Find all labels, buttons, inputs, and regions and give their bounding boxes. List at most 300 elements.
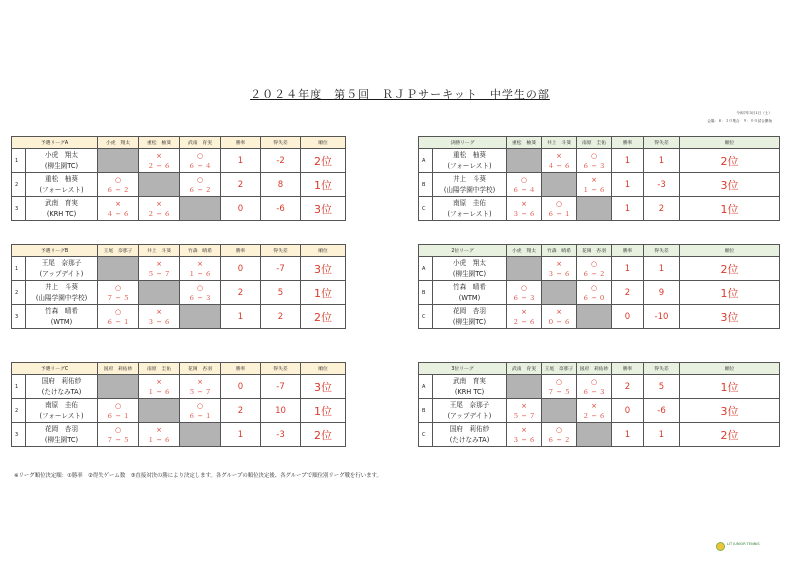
match-result xyxy=(180,149,221,173)
table-row xyxy=(12,257,346,281)
rank: 1位 xyxy=(301,399,346,423)
match-score: １ − ６ xyxy=(147,387,171,396)
match-score: ２ − ６ xyxy=(582,411,606,420)
match-result xyxy=(139,149,180,173)
game-diff: -7 xyxy=(261,257,301,281)
row-number: C xyxy=(419,305,433,329)
match-result xyxy=(542,197,577,221)
game-diff: -3 xyxy=(644,173,680,197)
self-match-cell xyxy=(180,197,221,221)
match-score: ２ − ６ xyxy=(147,161,171,170)
league-table xyxy=(418,136,780,221)
player-cell xyxy=(26,281,98,305)
column-player-name: 王尾 奈那子 xyxy=(98,245,139,257)
loss-mark-icon: × xyxy=(591,175,597,184)
table-row xyxy=(419,173,780,197)
match-score: ６ − ４ xyxy=(512,185,536,194)
player-cell xyxy=(26,257,98,281)
win-count: 1 xyxy=(612,149,644,173)
match-result xyxy=(577,375,612,399)
table-row xyxy=(419,257,780,281)
player-club: (柳生園TC) xyxy=(44,435,79,444)
player-cell xyxy=(26,399,98,423)
match-result xyxy=(507,423,542,447)
match-result xyxy=(577,173,612,197)
row-number: A xyxy=(419,375,433,399)
player-name: 井上 斗葵 xyxy=(453,174,486,183)
game-diff: -3 xyxy=(261,423,301,447)
player-name: 竹森 晴希 xyxy=(453,282,486,291)
win-mark-icon: ○ xyxy=(590,259,598,268)
match-result xyxy=(98,305,139,329)
match-result xyxy=(507,197,542,221)
league-title: 2位リーグ xyxy=(419,245,507,257)
loss-mark-icon: × xyxy=(521,199,527,208)
win-count: 1 xyxy=(612,197,644,221)
table-row xyxy=(12,149,346,173)
row-number: B xyxy=(419,173,433,197)
player-name: 重松 柚葵 xyxy=(453,150,486,159)
table-row xyxy=(12,305,346,329)
player-cell xyxy=(433,197,507,221)
rank: 3位 xyxy=(301,197,346,221)
player-cell xyxy=(26,149,98,173)
row-number: 1 xyxy=(12,257,26,281)
match-result xyxy=(139,423,180,447)
match-result xyxy=(98,423,139,447)
player-name: 王尾 奈那子 xyxy=(41,258,82,267)
win-count: 1 xyxy=(612,257,644,281)
win-count: 2 xyxy=(612,281,644,305)
win-mark-icon: ○ xyxy=(555,377,563,386)
player-name: 花岡 杏羽 xyxy=(45,424,78,433)
win-mark-icon: ○ xyxy=(114,307,122,316)
column-win-rate: 勝率 xyxy=(612,245,644,257)
self-match-cell xyxy=(542,399,577,423)
win-mark-icon: ○ xyxy=(196,401,204,410)
match-score: ６ − ２ xyxy=(188,185,212,194)
match-result xyxy=(507,281,542,305)
match-score: １ − ６ xyxy=(147,435,171,444)
win-count: 1 xyxy=(612,423,644,447)
win-count: 2 xyxy=(221,173,261,197)
loss-mark-icon: × xyxy=(156,377,162,386)
win-count: 2 xyxy=(221,399,261,423)
table-row xyxy=(419,305,780,329)
match-result xyxy=(98,281,139,305)
loss-mark-icon: × xyxy=(556,151,562,160)
column-game-diff: 得失差 xyxy=(261,137,301,149)
game-diff: 9 xyxy=(644,281,680,305)
match-result xyxy=(577,281,612,305)
table-row xyxy=(419,423,780,447)
rank: 2位 xyxy=(680,257,780,281)
column-win-rate: 勝率 xyxy=(612,363,644,375)
loss-mark-icon: × xyxy=(556,307,562,316)
tennis-ball-icon xyxy=(716,542,725,551)
column-player-name: 竹森 晴希 xyxy=(180,245,221,257)
player-club: (フォーレスト) xyxy=(447,209,492,218)
match-result xyxy=(577,257,612,281)
column-rank: 順位 xyxy=(301,363,346,375)
game-diff: 2 xyxy=(261,305,301,329)
table-row xyxy=(419,399,780,423)
row-number: A xyxy=(419,257,433,281)
table-row xyxy=(12,173,346,197)
player-club: (たけなみTA) xyxy=(449,435,490,444)
row-number: 2 xyxy=(12,173,26,197)
game-diff: 1 xyxy=(644,257,680,281)
loss-mark-icon: × xyxy=(197,259,203,268)
self-match-cell xyxy=(542,281,577,305)
win-mark-icon: ○ xyxy=(196,175,204,184)
player-club: (WTM) xyxy=(50,317,73,326)
match-result xyxy=(180,281,221,305)
rank: 1位 xyxy=(680,197,780,221)
player-club: (山陽学園中学校) xyxy=(35,293,88,302)
league-table xyxy=(11,244,346,329)
win-count: 1 xyxy=(221,305,261,329)
match-score: ４ − ６ xyxy=(547,161,571,170)
self-match-cell xyxy=(507,149,542,173)
game-diff: 2 xyxy=(644,197,680,221)
player-name: 小虎 翔太 xyxy=(45,150,78,159)
match-result xyxy=(542,305,577,329)
loss-mark-icon: × xyxy=(156,259,162,268)
game-diff: -10 xyxy=(644,305,680,329)
row-number: 3 xyxy=(12,423,26,447)
league-title: 3位リーグ xyxy=(419,363,507,375)
self-match-cell xyxy=(542,173,577,197)
event-time: 会場：８：３０集合 ９：００試合開始 xyxy=(707,119,772,123)
column-player-name: 小虎 翔太 xyxy=(507,245,542,257)
rank: 2位 xyxy=(680,149,780,173)
league-title: 決勝リーグ xyxy=(419,137,507,149)
match-result xyxy=(577,399,612,423)
self-match-cell xyxy=(139,399,180,423)
column-game-diff: 得失差 xyxy=(644,363,680,375)
footnote: ※リーグ順位決定順：①勝率 ②得失ゲーム数 ③直接対決の勝により決定します。各グループの順位決定後、各グループで順位別リーグ戦を行います。 xyxy=(14,473,382,479)
match-score: ６ − １ xyxy=(188,411,212,420)
rank: 3位 xyxy=(680,305,780,329)
player-cell xyxy=(26,375,98,399)
match-score: １ − ６ xyxy=(188,269,212,278)
column-win-rate: 勝率 xyxy=(221,363,261,375)
match-score: ６ − １ xyxy=(547,209,571,218)
game-diff: 10 xyxy=(261,399,301,423)
match-result xyxy=(98,197,139,221)
column-player-name: 国府 莉佑紗 xyxy=(577,363,612,375)
column-game-diff: 得失差 xyxy=(261,245,301,257)
column-win-rate: 勝率 xyxy=(221,137,261,149)
match-score: ５ − ７ xyxy=(512,411,536,420)
league-title: 予選リーグC xyxy=(12,363,98,375)
loss-mark-icon: × xyxy=(156,151,162,160)
row-number: C xyxy=(419,197,433,221)
self-match-cell xyxy=(507,375,542,399)
match-score: ４ − ６ xyxy=(106,209,130,218)
table-row xyxy=(419,149,780,173)
player-cell xyxy=(433,399,507,423)
game-diff: 5 xyxy=(261,281,301,305)
player-name: 武南 育実 xyxy=(453,376,486,385)
win-mark-icon: ○ xyxy=(520,175,528,184)
rank: 2位 xyxy=(301,423,346,447)
column-game-diff: 得失差 xyxy=(261,363,301,375)
match-result xyxy=(139,197,180,221)
column-player-name: 重松 柚葵 xyxy=(507,137,542,149)
loss-mark-icon: × xyxy=(115,199,121,208)
column-win-rate: 勝率 xyxy=(612,137,644,149)
column-win-rate: 勝率 xyxy=(221,245,261,257)
self-match-cell xyxy=(98,149,139,173)
row-number: 2 xyxy=(12,281,26,305)
match-result xyxy=(180,375,221,399)
player-club: (WTM) xyxy=(458,293,481,302)
match-result xyxy=(542,375,577,399)
player-name: 武南 育実 xyxy=(45,198,78,207)
loss-mark-icon: × xyxy=(521,425,527,434)
league-table xyxy=(418,244,780,329)
self-match-cell xyxy=(98,375,139,399)
rank: 2位 xyxy=(680,423,780,447)
league-table xyxy=(418,362,780,447)
game-diff: -6 xyxy=(644,399,680,423)
rank: 1位 xyxy=(680,281,780,305)
self-match-cell xyxy=(139,281,180,305)
rank: 2位 xyxy=(301,149,346,173)
match-score: ６ − ０ xyxy=(582,293,606,302)
loss-mark-icon: × xyxy=(521,307,527,316)
player-cell xyxy=(26,197,98,221)
game-diff: 1 xyxy=(644,423,680,447)
table-row xyxy=(419,197,780,221)
rank: 1位 xyxy=(680,375,780,399)
column-player-name: 井上 斗葵 xyxy=(542,137,577,149)
table-row xyxy=(12,423,346,447)
match-score: ６ − ２ xyxy=(106,185,130,194)
rank: 3位 xyxy=(680,173,780,197)
table-row xyxy=(419,281,780,305)
row-number: B xyxy=(419,399,433,423)
match-result xyxy=(542,257,577,281)
rank: 3位 xyxy=(301,257,346,281)
page-title: ２０２４年度 第５回 ＲＪＰサーキット 中学生の部 xyxy=(250,88,550,101)
column-player-name: 王尾 奈那子 xyxy=(542,363,577,375)
player-name: 国府 莉佑紗 xyxy=(449,424,490,433)
win-mark-icon: ○ xyxy=(590,377,598,386)
match-score: ６ − ４ xyxy=(188,161,212,170)
win-mark-icon: ○ xyxy=(555,425,563,434)
event-date: 令和7年3月1日（土） xyxy=(736,111,772,115)
column-player-name: 武南 育実 xyxy=(180,137,221,149)
win-mark-icon: ○ xyxy=(590,151,598,160)
loss-mark-icon: × xyxy=(197,377,203,386)
table-row xyxy=(12,375,346,399)
player-club: (柳生園TC) xyxy=(44,161,79,170)
row-number: 3 xyxy=(12,197,26,221)
match-score: １ − ６ xyxy=(582,185,606,194)
win-mark-icon: ○ xyxy=(520,283,528,292)
player-cell xyxy=(26,173,98,197)
player-name: 井上 斗葵 xyxy=(45,282,78,291)
row-number: B xyxy=(419,281,433,305)
game-diff: 8 xyxy=(261,173,301,197)
win-count: 0 xyxy=(221,257,261,281)
game-diff: -7 xyxy=(261,375,301,399)
player-club: (柳生園TC) xyxy=(452,269,487,278)
self-match-cell xyxy=(180,305,221,329)
league-table xyxy=(11,136,346,221)
player-club: (アップデイト) xyxy=(447,411,492,420)
loss-mark-icon: × xyxy=(156,425,162,434)
self-match-cell xyxy=(577,305,612,329)
match-result xyxy=(98,399,139,423)
match-result xyxy=(98,173,139,197)
column-player-name: 花岡 杏羽 xyxy=(180,363,221,375)
column-player-name: 南原 圭佑 xyxy=(577,137,612,149)
self-match-cell xyxy=(98,257,139,281)
match-score: ３ − ６ xyxy=(512,209,536,218)
win-count: 0 xyxy=(612,399,644,423)
player-cell xyxy=(433,257,507,281)
match-score: ６ − ２ xyxy=(582,269,606,278)
match-score: ５ − ７ xyxy=(147,269,171,278)
match-result xyxy=(180,257,221,281)
win-mark-icon: ○ xyxy=(196,283,204,292)
table-row xyxy=(419,375,780,399)
player-name: 南原 圭佑 xyxy=(45,400,78,409)
player-name: 南原 圭佑 xyxy=(453,198,486,207)
win-mark-icon: ○ xyxy=(114,175,122,184)
player-name: 王尾 奈那子 xyxy=(449,400,490,409)
column-player-name: 花岡 杏羽 xyxy=(577,245,612,257)
self-match-cell xyxy=(577,423,612,447)
match-score: ６ − １ xyxy=(106,317,130,326)
match-score: ３ − ６ xyxy=(147,317,171,326)
table-row xyxy=(12,399,346,423)
match-result xyxy=(507,173,542,197)
match-result xyxy=(180,399,221,423)
row-number: C xyxy=(419,423,433,447)
column-player-name: 武南 育実 xyxy=(507,363,542,375)
match-result xyxy=(507,305,542,329)
game-diff: -2 xyxy=(261,149,301,173)
league-title: 予選リーグA xyxy=(12,137,98,149)
column-rank: 順位 xyxy=(301,245,346,257)
loss-mark-icon: × xyxy=(556,259,562,268)
player-cell xyxy=(433,281,507,305)
win-mark-icon: ○ xyxy=(114,425,122,434)
game-diff: 1 xyxy=(644,149,680,173)
win-count: 2 xyxy=(612,375,644,399)
match-score: ３ − ６ xyxy=(547,269,571,278)
player-cell xyxy=(433,423,507,447)
win-count: 1 xyxy=(221,423,261,447)
match-result xyxy=(542,423,577,447)
match-score: ０ − ６ xyxy=(547,317,571,326)
win-count: 0 xyxy=(612,305,644,329)
loss-mark-icon: × xyxy=(156,199,162,208)
row-number: 1 xyxy=(12,149,26,173)
player-name: 花岡 杏羽 xyxy=(453,306,486,315)
match-result xyxy=(542,149,577,173)
player-name: 重松 柚葵 xyxy=(45,174,78,183)
player-cell xyxy=(26,423,98,447)
column-game-diff: 得失差 xyxy=(644,137,680,149)
win-mark-icon: ○ xyxy=(114,283,122,292)
player-cell xyxy=(433,149,507,173)
row-number: 2 xyxy=(12,399,26,423)
player-club: (たけなみTA) xyxy=(41,387,82,396)
self-match-cell xyxy=(180,423,221,447)
match-score: ２ − ６ xyxy=(147,209,171,218)
league-table xyxy=(11,362,346,447)
match-score: ７ − ５ xyxy=(106,435,130,444)
rank: 1位 xyxy=(301,173,346,197)
row-number: A xyxy=(419,149,433,173)
win-mark-icon: ○ xyxy=(555,199,563,208)
player-name: 小虎 翔太 xyxy=(453,258,486,267)
column-player-name: 南原 圭佑 xyxy=(139,363,180,375)
column-rank: 順位 xyxy=(680,245,780,257)
rank: 1位 xyxy=(301,281,346,305)
match-result xyxy=(139,375,180,399)
game-diff: -6 xyxy=(261,197,301,221)
player-club: (柳生園TC) xyxy=(452,317,487,326)
match-result xyxy=(139,257,180,281)
row-number: 1 xyxy=(12,375,26,399)
player-club: (フォーレスト) xyxy=(39,411,84,420)
match-result xyxy=(180,173,221,197)
column-game-diff: 得失差 xyxy=(644,245,680,257)
match-score: ２ − ６ xyxy=(512,317,536,326)
organizer-logo xyxy=(716,540,760,554)
self-match-cell xyxy=(577,197,612,221)
player-club: (KRH TC) xyxy=(46,209,77,218)
column-rank: 順位 xyxy=(301,137,346,149)
match-score: ５ − ７ xyxy=(188,387,212,396)
self-match-cell xyxy=(139,173,180,197)
win-mark-icon: ○ xyxy=(590,283,598,292)
match-score: ６ − ２ xyxy=(547,435,571,444)
win-count: 0 xyxy=(221,197,261,221)
rank: 2位 xyxy=(301,305,346,329)
column-player-name: 重松 柚葵 xyxy=(139,137,180,149)
column-rank: 順位 xyxy=(680,137,780,149)
rank: 3位 xyxy=(680,399,780,423)
player-club: (フォーレスト) xyxy=(447,161,492,170)
rank: 3位 xyxy=(301,375,346,399)
match-score: ６ − ３ xyxy=(582,387,606,396)
win-mark-icon: ○ xyxy=(114,401,122,410)
win-count: 2 xyxy=(221,281,261,305)
win-mark-icon: ○ xyxy=(196,151,204,160)
table-row xyxy=(12,197,346,221)
match-score: ６ − １ xyxy=(106,411,130,420)
self-match-cell xyxy=(507,257,542,281)
player-name: 竹森 晴希 xyxy=(45,306,78,315)
column-player-name: 竹森 晴希 xyxy=(542,245,577,257)
column-rank: 順位 xyxy=(680,363,780,375)
game-diff: 5 xyxy=(644,375,680,399)
win-count: 0 xyxy=(221,375,261,399)
match-score: ６ − ３ xyxy=(512,293,536,302)
logo-text: LIT JUNIOR TENNIS xyxy=(727,542,760,546)
player-name: 国府 莉佑紗 xyxy=(41,376,82,385)
loss-mark-icon: × xyxy=(591,401,597,410)
match-score: ３ − ６ xyxy=(512,435,536,444)
